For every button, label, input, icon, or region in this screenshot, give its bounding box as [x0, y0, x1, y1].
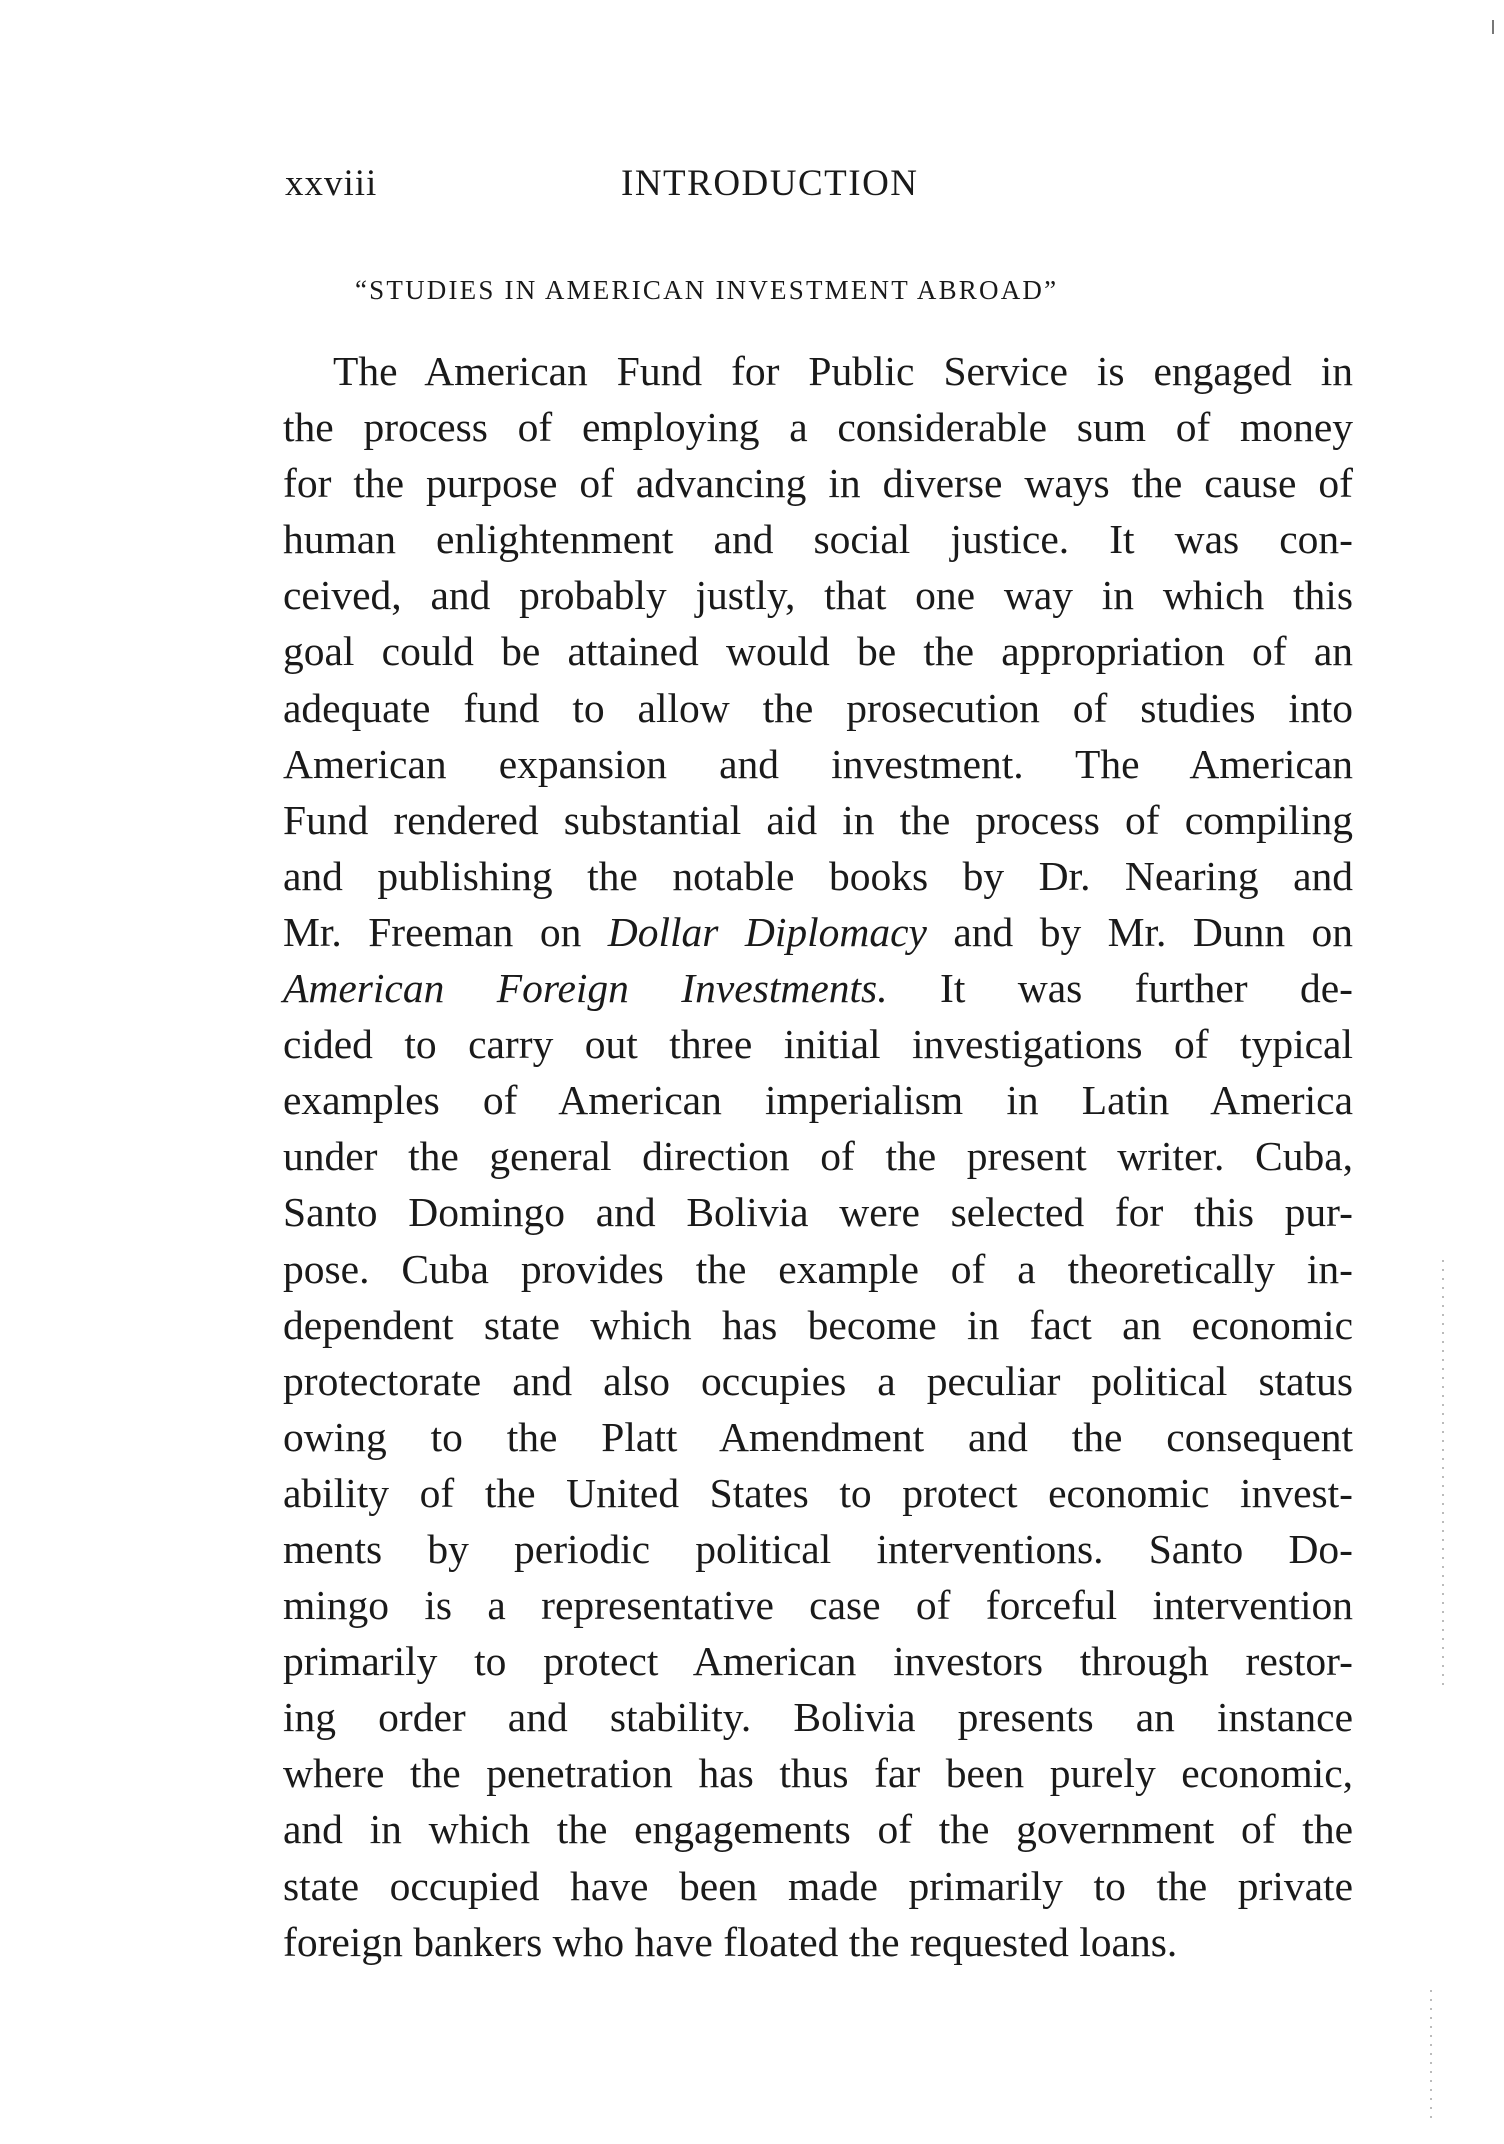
text-line: state occupied have been made primarily to the private	[283, 1862, 1353, 1909]
text-line: American expansion and investment. The American	[283, 740, 1353, 787]
text-line: pose. Cuba provides the example of a theoretically in-	[283, 1245, 1353, 1292]
text-line: ability of the United States to protect economic invest-	[283, 1469, 1353, 1516]
text-segment: It was further de-	[887, 965, 1353, 1012]
page-header	[285, 162, 1355, 212]
page-number: xxviii	[285, 163, 378, 204]
text-line: mingo is a representative case of forceful intervention	[283, 1582, 1353, 1629]
scan-speckle	[1430, 1990, 1432, 2120]
text-line: ceived, and probably justly, that one way in which this	[283, 572, 1353, 619]
text-line: goal could be attained would be the appropriation of an	[283, 628, 1353, 675]
text-line: under the general direction of the present writer. Cuba,	[283, 1133, 1353, 1180]
scan-speckle	[1442, 1260, 1444, 1690]
text-line	[283, 960, 1353, 1016]
running-head: INTRODUCTION	[621, 163, 919, 204]
text-line: primarily to protect American investors through restor-	[283, 1638, 1353, 1685]
text-line	[283, 904, 1353, 960]
text-line: The American Fund for Public Service is engaged in	[333, 348, 1353, 394]
text-segment: and by Mr. Dunn on	[926, 908, 1353, 955]
text-line: where the penetration has thus far been purely economic,	[283, 1750, 1353, 1797]
book-title-dollar-diplomacy: Dollar Diplomacy	[607, 908, 927, 955]
text-segment: Mr. Freeman on	[283, 908, 608, 955]
text-line: Santo Domingo and Bolivia were selected for this pur-	[283, 1189, 1353, 1236]
text-line: examples of American imperialism in Latin America	[283, 1077, 1353, 1124]
body-paragraph	[283, 343, 1353, 1970]
text-line: and in which the engagements of the government of the	[283, 1806, 1353, 1853]
section-title: “STUDIES IN AMERICAN INVESTMENT ABROAD”	[355, 275, 1059, 305]
text-line: protectorate and also occupies a peculiar political status	[283, 1357, 1353, 1404]
text-line: owing to the Platt Amendment and the consequent	[283, 1413, 1353, 1460]
text-line: human enlightenment and social justice. It was con-	[283, 516, 1353, 563]
text-line: Fund rendered substantial aid in the process of compiling	[283, 796, 1353, 843]
text-line: cided to carry out three initial investigations of typical	[283, 1021, 1353, 1068]
text-line: the process of employing a considerable sum of money	[283, 404, 1353, 451]
text-line: ing order and stability. Bolivia presents an instance	[283, 1694, 1353, 1741]
book-title-american-foreign-investments: American Foreign Investments.	[283, 965, 888, 1012]
text-line: adequate fund to allow the prosecution of studies into	[283, 684, 1353, 731]
scan-mark	[1492, 20, 1494, 34]
text-line: dependent state which has become in fact an economic	[283, 1301, 1353, 1348]
text-line: ments by periodic political interventions. Santo Do-	[283, 1525, 1353, 1572]
text-line: foreign bankers who have floated the requested loans.	[283, 1918, 1178, 1965]
text-line: for the purpose of advancing in diverse ways the cause of	[283, 460, 1353, 507]
text-line: and publishing the notable books by Dr. Nearing and	[283, 852, 1353, 899]
